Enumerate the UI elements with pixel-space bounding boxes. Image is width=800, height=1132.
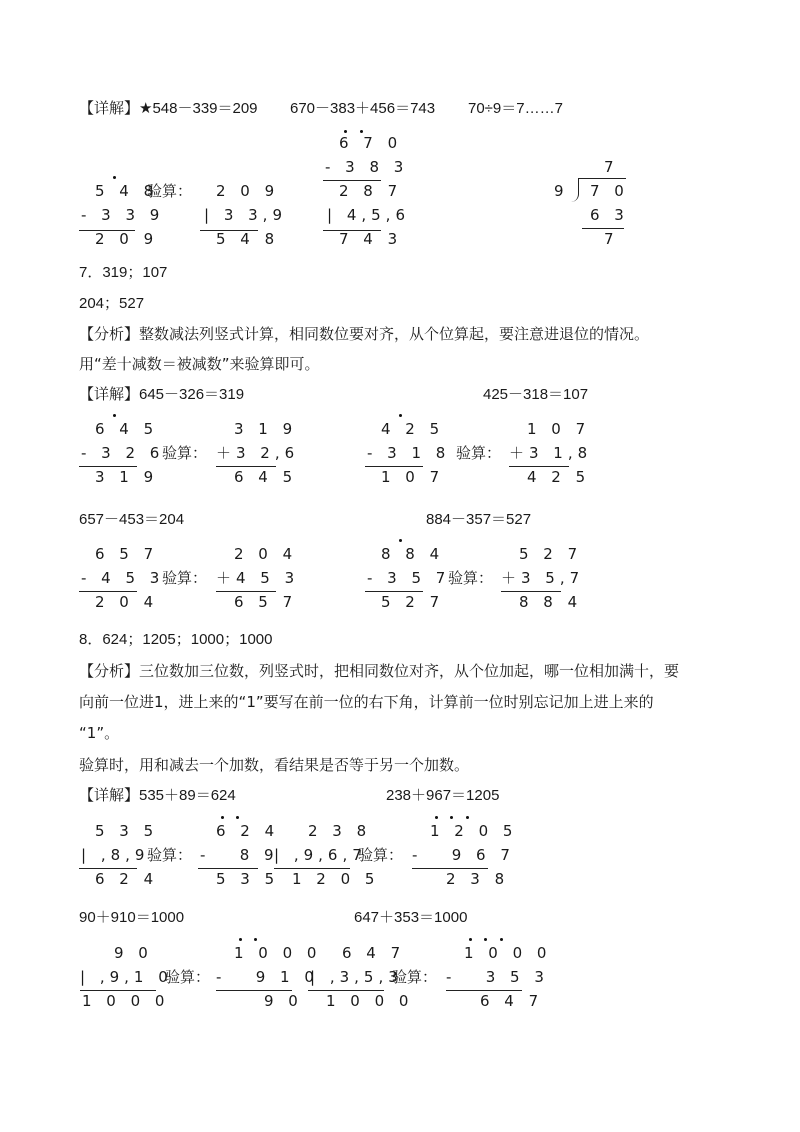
q8-analysis-2: 向前一位进1，进上来的“1”要写在前一位的右下角，计算前一位时别忘记加上进上来的 (79, 693, 654, 711)
calc-result: 5 2 7 (381, 593, 445, 611)
calc-row: - 3 5 7 (367, 569, 451, 587)
calc-row: | 4,5,6 (327, 206, 410, 224)
calc-row: 5 3 5 (95, 822, 159, 840)
borrow-dot (399, 414, 402, 417)
borrow-dot (239, 938, 242, 941)
check-label: 验算： (358, 846, 404, 864)
calc-row: ＋3 5,7 (501, 569, 585, 587)
calc-result: 5 3 5 (216, 870, 280, 888)
q7-detail-645: 【详解】645－326＝319 (79, 386, 245, 403)
calc-row: 5 2 7 (519, 545, 583, 563)
calc-result: 6 5 7 (234, 593, 298, 611)
product: 6 3 (590, 206, 629, 224)
borrow-dot (450, 816, 453, 819)
q8-detail-535: 【详解】535＋89＝624 (79, 787, 236, 804)
detail-line-548: 【详解】★548－339＝209 (79, 100, 258, 117)
check-label: 验算： (456, 444, 502, 462)
calc-row: 2 3 8 (308, 822, 372, 840)
q8-analysis-1: 【分析】三位数加三位数，列竖式时，把相同数位对齐，从个位加起，哪一位相加满十，要 (79, 662, 680, 680)
division-bracket (570, 178, 579, 202)
q8-equation-647: 647＋353＝1000 (354, 909, 468, 926)
calc-result: 5 4 8 (216, 230, 280, 248)
calc-row: 1 0 0 0 (464, 944, 552, 962)
calc-row: - 3 5 3 (446, 968, 549, 986)
q8-answer-line: 8．624；1205；1000；1000 (79, 631, 273, 648)
borrow-dot (236, 816, 239, 819)
calc-row: - 4 5 3 (81, 569, 165, 587)
check-label: 验算： (165, 968, 211, 986)
calc-row: | 3 3,9 (204, 206, 287, 224)
calc-result: 8 8 4 (519, 593, 583, 611)
calc-row: - 3 2 6 (81, 444, 165, 462)
dividend: 7 0 (590, 182, 629, 200)
q8-equation-238: 238＋967＝1205 (386, 787, 500, 804)
calc-row: 6 2 4 (216, 822, 280, 840)
q7-answer-line-1: 7．319；107 (79, 264, 168, 281)
calc-row: ＋3 1,8 (509, 444, 593, 462)
borrow-dot (221, 816, 224, 819)
calc-result: 1 0 0 0 (326, 992, 414, 1010)
q8-analysis-4: 验算时，用和减去一个加数，看结果是否等于另一个加数。 (79, 756, 470, 774)
calc-result: 6 4 7 (480, 992, 544, 1010)
check-label: 验算： (147, 846, 193, 864)
calc-result: 2 0 9 (95, 230, 159, 248)
borrow-dot (254, 938, 257, 941)
borrow-dot (113, 414, 116, 417)
calc-row: | ,8,9 (81, 846, 150, 864)
check-label: 验算： (147, 182, 193, 200)
remainder: 7 (604, 230, 619, 248)
q7-answer-line-2: 204；527 (79, 295, 145, 312)
calc-row: 8 8 4 (381, 545, 445, 563)
calc-row: - 8 9 (200, 846, 279, 864)
calc-result: 1 0 7 (381, 468, 445, 486)
division-bar (578, 178, 626, 179)
calc-row: 6 4 7 (342, 944, 406, 962)
borrow-dot (399, 539, 402, 542)
q7-equation-657: 657－453＝204 (79, 511, 185, 528)
calc-row: 4 2 5 (381, 420, 445, 438)
calc-row: - 9 6 7 (412, 846, 515, 864)
divisor: 9 (554, 182, 569, 200)
calc-row: 2 8 7 (339, 182, 403, 200)
calc-row: ＋4 5 3 (216, 569, 300, 587)
calc-row: | ,3,5,3 (310, 968, 403, 986)
calc-row: 2 0 4 (234, 545, 298, 563)
calc-row: 6 4 5 (95, 420, 159, 438)
borrow-dot (435, 816, 438, 819)
calc-result: 3 1 9 (95, 468, 159, 486)
q7-equation-884: 884－357＝527 (426, 511, 532, 528)
calc-result: 7 4 3 (339, 230, 403, 248)
q8-analysis-3: “1”。 (79, 724, 120, 742)
equation-70-div-9: 70÷9＝7……7 (468, 100, 563, 117)
calc-result: 6 2 4 (95, 870, 159, 888)
q8-equation-90: 90＋910＝1000 (79, 909, 185, 926)
calc-result: 9 0 (264, 992, 303, 1010)
q7-analysis-1: 【分析】整数减法列竖式计算，相同数位要对齐，从个位算起，要注意进退位的情况。 (79, 325, 650, 343)
calc-row: 3 1 9 (234, 420, 298, 438)
borrow-dot (113, 176, 116, 179)
calc-row: | ,9,6,7 (274, 846, 367, 864)
calc-row: 6 5 7 (95, 545, 159, 563)
calc-result: 2 0 4 (95, 593, 159, 611)
calc-row: - 3 3 9 (81, 206, 165, 224)
q7-equation-425: 425－318＝107 (483, 386, 589, 403)
calc-result: 1 0 0 0 (82, 992, 170, 1010)
borrow-dot (466, 816, 469, 819)
calc-row: 1 0 0 0 (234, 944, 322, 962)
borrow-dot (484, 938, 487, 941)
calc-row: 2 0 9 (216, 182, 280, 200)
calc-row: | ,9,1 0 (80, 968, 173, 986)
calc-result: 1 2 0 5 (292, 870, 380, 888)
calc-row: 1 2 0 5 (430, 822, 518, 840)
equation-670: 670－383＋456＝743 (290, 100, 436, 117)
calc-row: - 3 8 3 (325, 158, 409, 176)
calc-row: 6 7 0 (339, 134, 403, 152)
quotient: 7 (604, 158, 619, 176)
check-label: 验算： (162, 444, 208, 462)
calc-result: 4 2 5 (527, 468, 591, 486)
check-label: 验算： (162, 569, 208, 587)
calc-row: - 3 1 8 (367, 444, 451, 462)
calc-row: 9 0 (114, 944, 153, 962)
calc-row: - 9 1 0 (216, 968, 319, 986)
calc-row: ＋3 2,6 (216, 444, 300, 462)
borrow-dot (500, 938, 503, 941)
borrow-dot (469, 938, 472, 941)
calc-row: 1 0 7 (527, 420, 591, 438)
calc-result: 6 4 5 (234, 468, 298, 486)
calc-result: 2 3 8 (446, 870, 510, 888)
q7-analysis-2: 用“差十减数＝被减数”来验算即可。 (79, 355, 320, 373)
check-label: 验算： (392, 968, 438, 986)
check-label: 验算： (448, 569, 494, 587)
calc-row: 5 4 8 (95, 182, 159, 200)
